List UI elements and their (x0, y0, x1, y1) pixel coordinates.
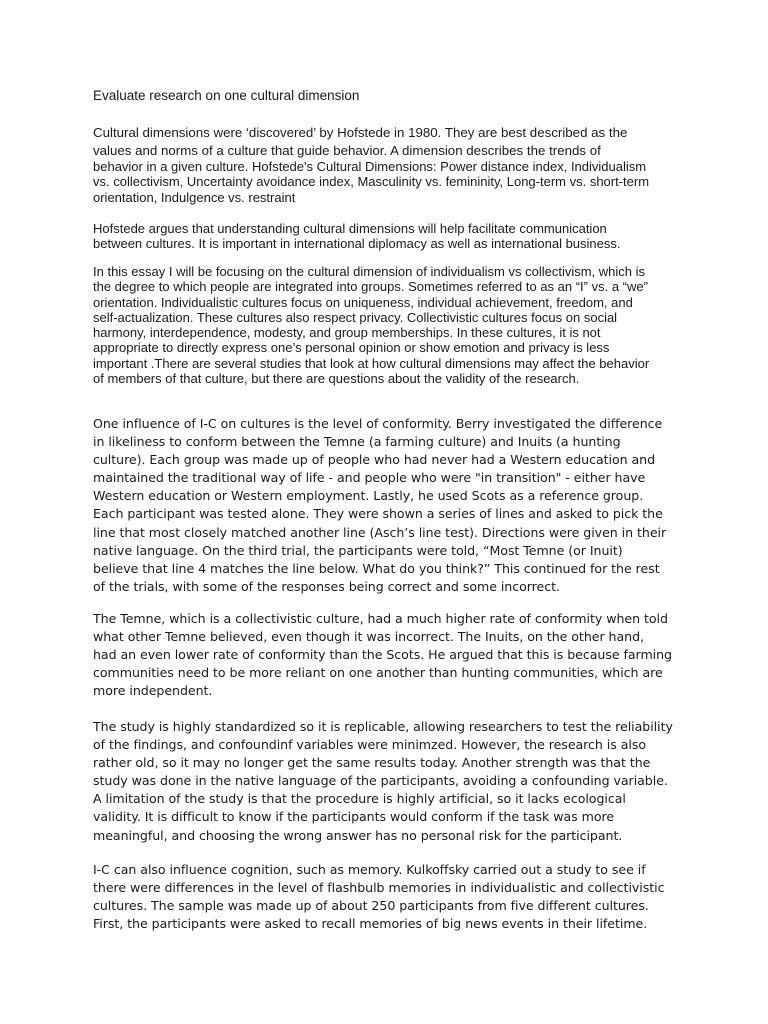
text-line: meaningful, and choosing the wrong answer has no personal risk for the participant. (93, 827, 623, 843)
text-line: cultures. The sample was made up of about 250 participants from five different cultures. (93, 898, 649, 914)
text-line: in likeliness to conform between the Temne (a farming culture) and Inuits (a hunting (93, 434, 621, 450)
text-line: believe that line 4 matches the line below. What do you think?” This continued for the rest (93, 560, 660, 576)
document-title: Evaluate research on one cultural dimension (93, 88, 360, 103)
text-line: The study is highly standardized so it is replicable, allowing researchers to test the reliability (93, 719, 673, 734)
text-line: line that most closely matched another line (Asch’s line test). Directions were given in their (93, 524, 667, 540)
text-line: between cultures. It is important in international diplomacy as well as international business. (93, 236, 621, 252)
text-line: vs. collectivism, Uncertainty avoidance index, Masculinity vs. femininity, Long-term vs. short-term (93, 174, 650, 190)
text-line: had an even lower rate of conformity than the Scots. He argued that this is because farming (93, 647, 673, 663)
text-line: One influence of I-C on cultures is the level of conformity. Berry investigated the difference (93, 416, 663, 431)
text-line: orientation, Indulgence vs. restraint (93, 189, 296, 205)
text-line: rather old, so it may no longer get the same results today. Another strength was that the (93, 755, 651, 771)
text-line: orientation. Individualistic cultures focus on uniqueness, individual achievement, freedom, and (93, 294, 633, 310)
text-line: Hofstede argues that understanding cultural dimensions will help facilitate communication (93, 221, 607, 236)
text-line: of members of that culture, but there are questions about the validity of the research. (93, 371, 580, 387)
text-line: culture). Each group was made up of people who had never had a Western education and (93, 452, 656, 468)
text-line: Cultural dimensions were ‘discovered’ by Hofstede in 1980. They are best described as the (93, 125, 628, 140)
text-line: more independent. (93, 683, 213, 699)
text-line: native language. On the third trial, the participants were told, “Most Temne (or Inuit) (93, 542, 623, 558)
text-line: A limitation of the study is that the procedure is highly artificial, so it lacks ecological (93, 791, 626, 807)
text-line: First, the participants were asked to recall memories of big news events in their lifetime. (93, 916, 648, 932)
text-line: of the findings, and confoundinf variables were minimzed. However, the research is also (93, 737, 646, 753)
text-line: of the trials, with some of the responses being correct and some incorrect. (93, 578, 560, 594)
text-line: what other Temne believed, even though it was incorrect. The Inuits, on the other hand, (93, 629, 644, 645)
paragraph-berry-study (93, 415, 683, 596)
text-line: study was done in the native language of the participants, avoiding a confounding variable. (93, 773, 668, 789)
paragraph-focus (93, 264, 683, 386)
text-line: Western education or Western employment. Lastly, he used Scots as a reference group. (93, 488, 644, 504)
text-line: communities need to be more reliant on one another than hunting communities, which are (93, 665, 663, 681)
paragraph-hofstede (93, 221, 683, 252)
text-line: behavior in a given culture. Hofstede's Cultural Dimensions: Power distance index, Individualism (93, 159, 647, 174)
text-line: the degree to which people are integrated into groups. Sometimes referred to as an “I” vs. a “we” (93, 279, 648, 295)
text-line: appropriate to directly express one’s personal opinion or show emotion and privacy is less (93, 340, 610, 356)
text-line: The Temne, which is a collectivistic culture, had a much higher rate of conformity when told (93, 611, 668, 626)
text-line: important .There are several studies that look at how cultural dimensions may affect the behavior (93, 355, 650, 371)
text-line: there were differences in the level of flashbulb memories in individualistic and collectivistic (93, 880, 665, 896)
text-line: I-C can also influence cognition, such as memory. Kulkoffsky carried out a study to see if (93, 862, 646, 877)
text-line: In this essay I will be focusing on the cultural dimension of individualism vs collectivism, which is (93, 264, 646, 279)
paragraph-cognition (93, 861, 683, 933)
paragraph-temne-results (93, 610, 683, 700)
text-line: maintained the traditional way of life - and people who were "in transition" - either have (93, 470, 646, 486)
paragraph-intro (93, 124, 683, 205)
text-line: Each participant was tested alone. They were shown a series of lines and asked to pick the (93, 506, 663, 522)
text-line: self-actualization. These cultures also respect privacy. Collectivistic cultures focus on social (93, 309, 618, 325)
paragraph-evaluation (93, 718, 683, 845)
text-line: harmony, interdependence, modesty, and group memberships. In these cultures, it is not (93, 325, 601, 341)
text-line: values and norms of a culture that guide behavior. A dimension describes the trends of (93, 142, 601, 158)
text-line: validity. It is difficult to know if the participants would conform if the task was more (93, 809, 615, 825)
